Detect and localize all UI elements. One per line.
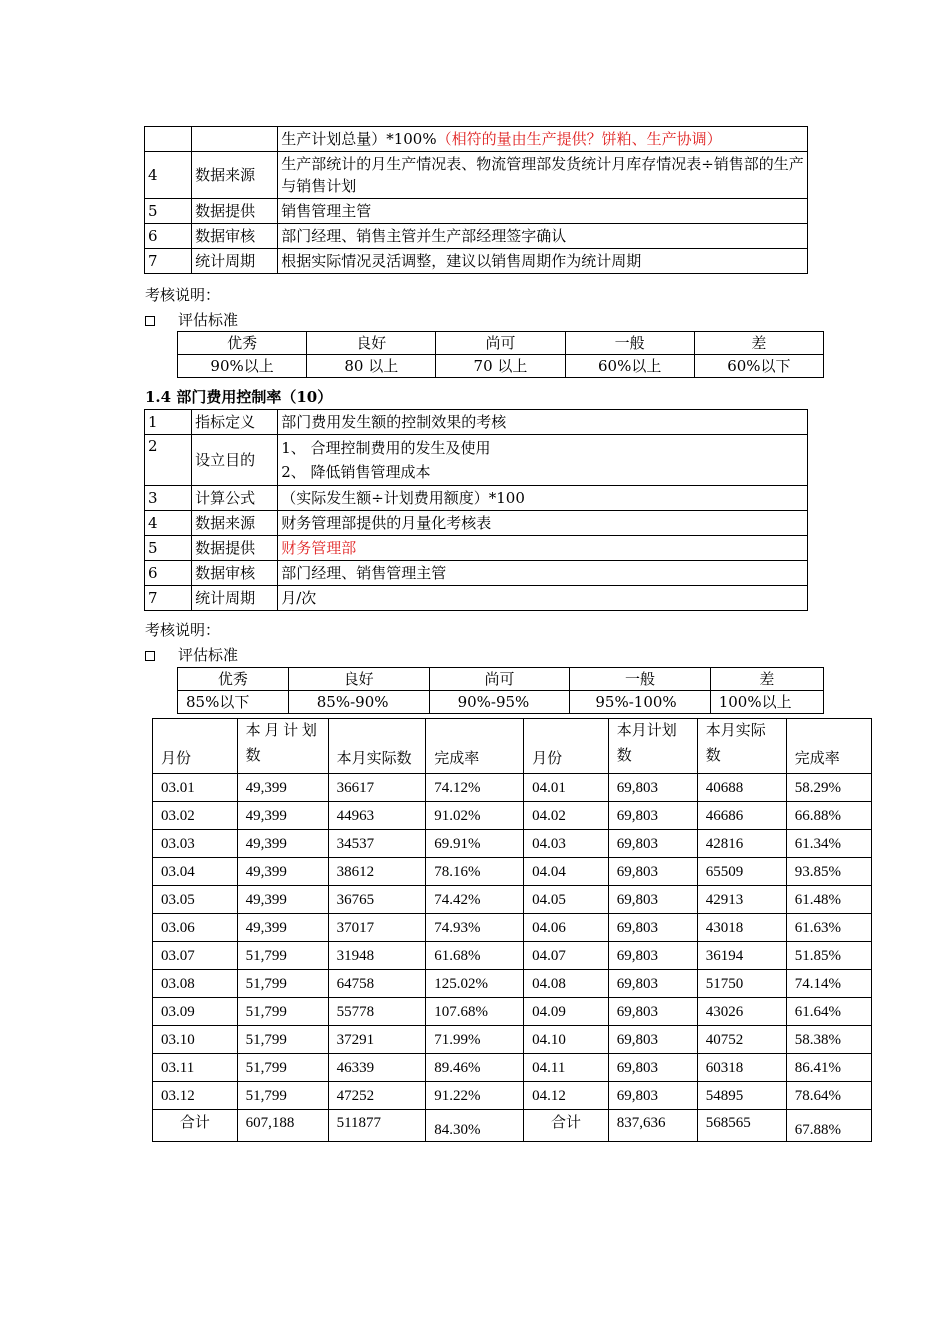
table-cell: 125.02% <box>426 970 524 998</box>
table-row <box>145 486 808 511</box>
table-cell: 47252 <box>328 1082 426 1110</box>
grade-header: 尚可 <box>436 332 565 355</box>
grade-value: 90%-95% <box>429 691 570 714</box>
table-cell: 04.11 <box>524 1054 609 1082</box>
table-cell: 69,803 <box>608 1054 697 1082</box>
table-row <box>153 774 872 802</box>
table-cell: 49,399 <box>237 802 328 830</box>
table-cell: 04.10 <box>524 1026 609 1054</box>
grade-header: 差 <box>694 332 823 355</box>
table-cell: 61.63% <box>786 914 871 942</box>
table-cell: 40752 <box>697 1026 786 1054</box>
row-value: 月/次 <box>278 586 808 611</box>
table-cell: 69,803 <box>608 998 697 1026</box>
row-number: 7 <box>145 249 192 274</box>
table-cell: 69,803 <box>608 886 697 914</box>
checkbox-icon <box>145 316 155 326</box>
total-cell: 67.88% <box>786 1110 871 1142</box>
column-header: 完成率 <box>426 719 524 774</box>
table-cell: 71.99% <box>426 1026 524 1054</box>
table-cell: 49,399 <box>237 774 328 802</box>
table-cell: 61.34% <box>786 830 871 858</box>
table-cell: 04.09 <box>524 998 609 1026</box>
table-cell: 46339 <box>328 1054 426 1082</box>
table-cell: 69.91% <box>426 830 524 858</box>
table-row <box>145 249 808 274</box>
table-cell: 36617 <box>328 774 426 802</box>
table-cell: 74.42% <box>426 886 524 914</box>
table-cell: 54895 <box>697 1082 786 1110</box>
total-cell: 84.30% <box>426 1110 524 1142</box>
table-cell: 69,803 <box>608 942 697 970</box>
grade-header-row <box>178 332 824 355</box>
table-cell: 04.04 <box>524 858 609 886</box>
row-value <box>278 435 808 486</box>
table-cell: 107.68% <box>426 998 524 1026</box>
checkbox-icon <box>145 651 155 661</box>
header-text: 本月计划数 <box>616 723 677 764</box>
total-row <box>153 1110 872 1142</box>
column-header: 本月实际数 <box>328 719 426 774</box>
table-cell: 69,803 <box>608 802 697 830</box>
table-cell: 04.03 <box>524 830 609 858</box>
table-cell: 37291 <box>328 1026 426 1054</box>
row-value: 部门经理、销售管理主管 <box>278 561 808 586</box>
table-cell: 38612 <box>328 858 426 886</box>
grade-value: 95%-100% <box>570 691 710 714</box>
grade-value: 60%以下 <box>694 355 823 378</box>
row-key: 数据来源 <box>192 152 278 199</box>
table-cell: 69,803 <box>608 774 697 802</box>
table-cell: 64758 <box>328 970 426 998</box>
table-cell: 43026 <box>697 998 786 1026</box>
table-cell: 66.88% <box>786 802 871 830</box>
table-cell: 42913 <box>697 886 786 914</box>
table-row <box>153 914 872 942</box>
table-row <box>145 152 808 199</box>
row-number: 2 <box>145 435 192 486</box>
table-cell: 04.06 <box>524 914 609 942</box>
row-key: 数据审核 <box>192 224 278 249</box>
table-cell: 04.02 <box>524 802 609 830</box>
grade-value: 100%以上 <box>710 691 823 714</box>
table-cell: 74.12% <box>426 774 524 802</box>
table-row <box>153 1026 872 1054</box>
table-cell: 36765 <box>328 886 426 914</box>
table-cell: 69,803 <box>608 970 697 998</box>
row-key: 数据来源 <box>192 511 278 536</box>
grade-table-2 <box>177 667 824 714</box>
table-cell: 03.07 <box>153 942 238 970</box>
grade-header: 优秀 <box>178 332 307 355</box>
table-row <box>145 127 808 152</box>
table-cell: 69,803 <box>608 1026 697 1054</box>
grade-value-row <box>178 691 824 714</box>
table-cell: 34537 <box>328 830 426 858</box>
grade-value: 80 以上 <box>307 355 436 378</box>
table-row <box>145 561 808 586</box>
table-cell: 36194 <box>697 942 786 970</box>
table-cell: 04.01 <box>524 774 609 802</box>
row-value <box>278 127 808 152</box>
table-cell: 03.05 <box>153 886 238 914</box>
row-number: 1 <box>145 410 192 435</box>
table-cell: 04.08 <box>524 970 609 998</box>
table-row <box>153 942 872 970</box>
table-cell: 03.12 <box>153 1082 238 1110</box>
purpose-line: 2、 降低销售管理成本 <box>281 463 431 481</box>
table-cell: 03.03 <box>153 830 238 858</box>
evaluation-label: 评估标准 <box>178 311 239 329</box>
table-row <box>153 886 872 914</box>
table-row <box>153 830 872 858</box>
table-cell: 49,399 <box>237 858 328 886</box>
table-header-row <box>153 719 872 774</box>
table-cell: 69,803 <box>608 914 697 942</box>
table-row <box>153 998 872 1026</box>
row-key: 统计周期 <box>192 586 278 611</box>
assessment-note: 考核说明： <box>145 286 221 304</box>
table-cell: 51,799 <box>237 1082 328 1110</box>
row-value: （实际发生额÷计划费用额度）*100 <box>278 486 808 511</box>
table-cell: 61.48% <box>786 886 871 914</box>
table-cell: 03.01 <box>153 774 238 802</box>
table-cell: 93.85% <box>786 858 871 886</box>
table-row <box>153 802 872 830</box>
column-header: 月份 <box>153 719 238 774</box>
table-cell: 37017 <box>328 914 426 942</box>
table-cell: 46686 <box>697 802 786 830</box>
table-cell: 69,803 <box>608 830 697 858</box>
table-cell: 91.02% <box>426 802 524 830</box>
table-cell: 58.29% <box>786 774 871 802</box>
row-key: 统计周期 <box>192 249 278 274</box>
grade-header: 一般 <box>570 668 710 691</box>
table-cell: 51750 <box>697 970 786 998</box>
table-cell: 51,799 <box>237 1054 328 1082</box>
table-row <box>145 536 808 561</box>
table-cell: 89.46% <box>426 1054 524 1082</box>
table-cell: 51,799 <box>237 970 328 998</box>
table-cell: 74.14% <box>786 970 871 998</box>
row-number: 6 <box>145 561 192 586</box>
row-number: 5 <box>145 199 192 224</box>
table-cell: 61.64% <box>786 998 871 1026</box>
grade-value: 90%以上 <box>178 355 307 378</box>
header-text: 本 月 计 划 数 <box>245 723 317 764</box>
section-heading: 1.4 部门费用控制率（10） <box>145 388 333 406</box>
table-row <box>153 970 872 998</box>
table-cell: 03.02 <box>153 802 238 830</box>
row-value: 财务管理部提供的月量化考核表 <box>278 511 808 536</box>
table-cell: 51,799 <box>237 998 328 1026</box>
table-cell: 58.38% <box>786 1026 871 1054</box>
table-cell: 43018 <box>697 914 786 942</box>
grade-header: 一般 <box>565 332 694 355</box>
grade-header: 优秀 <box>178 668 289 691</box>
table-cell: 69,803 <box>608 858 697 886</box>
table-cell: 31948 <box>328 942 426 970</box>
header-text: 本月实际数 <box>705 723 766 764</box>
table-row <box>145 511 808 536</box>
table-cell: 49,399 <box>237 830 328 858</box>
table-cell: 51,799 <box>237 942 328 970</box>
column-header: 月份 <box>524 719 609 774</box>
table-cell: 55778 <box>328 998 426 1026</box>
column-header <box>237 719 328 774</box>
row-key: 数据提供 <box>192 536 278 561</box>
table-cell: 91.22% <box>426 1082 524 1110</box>
table-cell: 60318 <box>697 1054 786 1082</box>
column-header <box>608 719 697 774</box>
table-cell: 78.16% <box>426 858 524 886</box>
row-key: 计算公式 <box>192 486 278 511</box>
indicator-table-2 <box>144 409 808 611</box>
table-cell: 42816 <box>697 830 786 858</box>
table-cell: 03.08 <box>153 970 238 998</box>
column-header <box>697 719 786 774</box>
row-number: 6 <box>145 224 192 249</box>
table-cell: 69,803 <box>608 1082 697 1110</box>
table-cell: 04.12 <box>524 1082 609 1110</box>
table-cell: 40688 <box>697 774 786 802</box>
total-cell: 607,188 <box>237 1110 328 1142</box>
table-row <box>153 1054 872 1082</box>
table-cell: 03.10 <box>153 1026 238 1054</box>
row-value: 部门费用发生额的控制效果的考核 <box>278 410 808 435</box>
row-value: 财务管理部 <box>278 536 808 561</box>
table-cell: 49,399 <box>237 886 328 914</box>
table-row <box>145 586 808 611</box>
column-header: 完成率 <box>786 719 871 774</box>
row-key: 指标定义 <box>192 410 278 435</box>
table-row <box>145 435 808 486</box>
row-number: 3 <box>145 486 192 511</box>
table-row <box>153 1082 872 1110</box>
table-cell: 51.85% <box>786 942 871 970</box>
row-key <box>192 127 278 152</box>
monthly-data-table <box>152 718 872 1142</box>
row-key: 设立目的 <box>192 435 278 486</box>
table-cell: 51,799 <box>237 1026 328 1054</box>
grade-header: 良好 <box>307 332 436 355</box>
formula-note: （相符的量由生产提供？饼粕、生产协调） <box>436 130 722 148</box>
row-key: 数据提供 <box>192 199 278 224</box>
grade-value: 85%-90% <box>288 691 429 714</box>
table-cell: 74.93% <box>426 914 524 942</box>
table-cell: 03.06 <box>153 914 238 942</box>
grade-value: 85%以下 <box>178 691 289 714</box>
row-number: 5 <box>145 536 192 561</box>
row-key: 数据审核 <box>192 561 278 586</box>
total-cell: 合计 <box>153 1110 238 1142</box>
grade-table-1 <box>177 331 824 378</box>
table-cell: 03.04 <box>153 858 238 886</box>
formula-text: 生产计划总量）*100% <box>281 130 437 148</box>
table-cell: 86.41% <box>786 1054 871 1082</box>
grade-header: 尚可 <box>429 668 570 691</box>
grade-header: 良好 <box>288 668 429 691</box>
table-cell: 61.68% <box>426 942 524 970</box>
row-value: 生产部统计的月生产情况表、物流管理部发货统计月库存情况表÷销售部的生产与销售计划 <box>278 152 808 199</box>
evaluation-label: 评估标准 <box>178 646 239 664</box>
grade-header-row <box>178 668 824 691</box>
total-cell: 837,636 <box>608 1110 697 1142</box>
indicator-table-1 <box>144 126 808 274</box>
table-cell: 65509 <box>697 858 786 886</box>
grade-header: 差 <box>710 668 823 691</box>
purpose-line: 1、 合理控制费用的发生及使用 <box>281 439 491 457</box>
table-row <box>145 224 808 249</box>
grade-value: 60%以上 <box>565 355 694 378</box>
table-cell: 04.05 <box>524 886 609 914</box>
row-number: 7 <box>145 586 192 611</box>
table-cell: 03.11 <box>153 1054 238 1082</box>
table-row <box>153 858 872 886</box>
table-cell: 04.07 <box>524 942 609 970</box>
table-cell: 49,399 <box>237 914 328 942</box>
total-cell: 511877 <box>328 1110 426 1142</box>
table-row <box>145 199 808 224</box>
table-cell: 44963 <box>328 802 426 830</box>
grade-value: 70 以上 <box>436 355 565 378</box>
total-cell: 合计 <box>524 1110 609 1142</box>
row-number <box>145 127 192 152</box>
assessment-note: 考核说明： <box>145 621 221 639</box>
row-number: 4 <box>145 152 192 199</box>
row-value: 销售管理主管 <box>278 199 808 224</box>
grade-value-row <box>178 355 824 378</box>
row-value: 根据实际情况灵活调整，建议以销售周期作为统计周期 <box>278 249 808 274</box>
table-row <box>145 410 808 435</box>
row-value: 部门经理、销售主管并生产部经理签字确认 <box>278 224 808 249</box>
table-cell: 78.64% <box>786 1082 871 1110</box>
row-number: 4 <box>145 511 192 536</box>
table-cell: 03.09 <box>153 998 238 1026</box>
total-cell: 568565 <box>697 1110 786 1142</box>
